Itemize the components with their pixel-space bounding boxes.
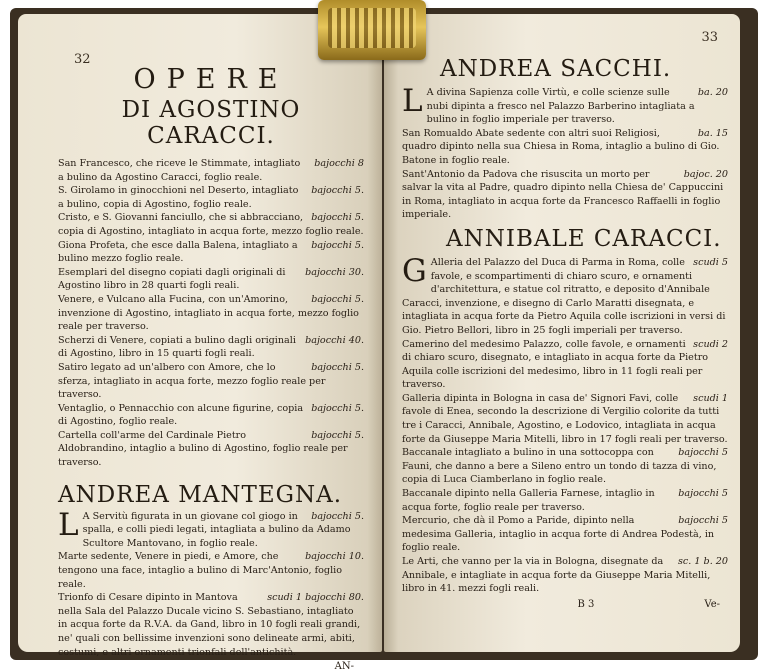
list-item: bajocchi 30. Esemplari del disegno copiati dagli originali di Agostino libro in 28 quarti fogli reali. <box>58 266 364 292</box>
list-item: bajocchi 40. Scherzi di Venere, copiati a bulino dagli originali di Agostino, libro in 15 quarti fogli reali. <box>58 334 364 360</box>
sacchi-entries <box>402 83 728 222</box>
list-item: scudi 2 Camerino del medesimo Palazzo, colle favole, e ornamenti di chiaro scuro, disegnato, e intagliato in acqua forte da Pietro Aquila colle iscrizioni del medesimo, libro in 11 fogli reali per traverso. <box>402 338 728 391</box>
list-item: bajocchi 5 Baccanale intagliato a bulino in una sottocoppa con Fauni, che danno a bere a Sileno entro un tondo di tazza di vino, copia di Luca Ciamberlano in foglio reale. <box>402 447 728 486</box>
title-agostino: DI AGOSTINO CARACCI. <box>121 97 301 149</box>
list-item: bajocchi 5. A Servitù figurata in un giovane col giogo in spalla, e colli piedi legati, intagliata a bulino da Adamo Scultore Mantovano, in foglio reale. <box>82 510 364 549</box>
annibale-entries <box>402 252 728 596</box>
book-clasp <box>318 0 426 60</box>
heading-sacchi: ANDREA SACCHI. <box>440 56 672 82</box>
page-footer <box>402 599 728 610</box>
page-number-right: 33 <box>701 30 718 45</box>
list-item: bajoc. 20 Sant'Antonio da Padova che risuscita un morto per salvar la vita al Padre, quadro dipinto nella Chiesa de' Cappuccini in Roma, intagliato in acqua forte da Francesco Raffaelli in foglio imperiale. <box>402 168 728 221</box>
list-item: bajocchi 5. Satiro legato ad un'albero con Amore, che lo sferza, intagliato in acqua forte, mezzo foglio reale per traverso. <box>58 361 364 401</box>
list-item: scudi 1 Galleria dipinta in Bologna in casa de' Signori Favi, colle favole di Enea, secondo la descrizione di Vergilio colorite da tutti tre i Caracci, Annibale, Agostino, e Lodovico, intagliata in acqua forte da Giuseppe Maria Mitelli, libro in 17 fogli reali per traverso. <box>402 392 728 445</box>
list-item: bajocchi 5. S. Girolamo in ginocchioni nel Deserto, intagliato a bulino, copia di Agostino, foglio reale. <box>58 185 364 210</box>
list-item: bajocchi 5. Venere, e Vulcano alla Fucina, con un'Amorino, invenzione di Agostino, intagliato in acqua forte, mezzo foglio reale per traverso. <box>58 293 364 333</box>
list-item: bajocchi 5. Giona Profeta, che esce dalla Balena, intagliato a bulino mezzo foglio reale. <box>58 239 364 265</box>
left-page <box>18 14 382 672</box>
list-item: bajocchi 5 Baccanale dipinto nella Galleria Farnese, intaglio in acqua forte, foglio reale per traverso. <box>402 488 728 513</box>
mantegna-entries <box>58 506 364 660</box>
heading-mantegna: ANDREA MANTEGNA. <box>58 481 343 508</box>
right-page <box>384 14 740 652</box>
drop-cap: L <box>402 83 423 119</box>
list-item: scudi 1 bajocchi 80. Trionfo di Cesare dipinto in Mantova nella Sala del Palazzo Ducale vicino S. Sebastiano, intagliato in acqua forte da R.V.A. da Gand, libro in 10 fogli reali grandi, ne' quali con bellissime invenzioni sono delineate armi, abiti, costumi, e altri ornamenti trionfali dell'antichità. <box>58 592 364 658</box>
list-item: sc. 1 b. 20 Le Arti, che vanno per la via in Bologna, disegnate da Annibale, e intagliate in acqua forte da Giuseppe Maria Mitelli, libro in 41. mezzi fogli reali. <box>402 556 728 595</box>
list-item: ba. 15 San Romualdo Abate sedente con altri suoi Religiosi, quadro dipinto nella sua Chiesa in Roma, intaglio a bulino di Gio. Batone in foglio reale. <box>402 127 728 166</box>
agostino-entries <box>58 157 364 470</box>
list-item: bajocchi 8 San Francesco, che riceve le Stimmate, intagliato a bulino da Agostino Caracci, foglio reale. <box>58 158 364 183</box>
page-number-left: 32 <box>74 52 91 67</box>
drop-cap: L <box>58 506 79 543</box>
list-item: scudi 5 Alleria del Palazzo del Duca di Parma in Roma, colle favole, e scompartimenti di chiaro scuro, e ornamenti d'architettura, e statue col ritratto, e deposito d'Annibale Caracci, invenzione, e disegno di Carlo Maratti disegnata, e intagliata in acqua forte da Pietro Aquila colle iscrizioni in versi di Gio. Pietro Bellori, libro in 25 fogli imperiali per traverso. <box>402 256 728 336</box>
list-item: bajocchi 10. Marte sedente, Venere in piedi, e Amore, che tengono una face, intaglio a bulino di Marc'Antonio, foglio reale. <box>58 551 364 590</box>
title-opere: OPERE <box>133 64 289 95</box>
heading-annibale: ANNIBALE CARACCI. <box>446 225 722 252</box>
signature-mark: B 3 <box>577 598 595 610</box>
list-item: bajocchi 5 Mercurio, che dà il Pomo a Paride, dipinto nella medesima Galleria, intaglio in acqua forte di Andrea Podestà, in foglio reale. <box>402 515 728 554</box>
drop-cap: G <box>402 252 427 289</box>
list-item: bajocchi 5. Ventaglio, o Pennacchio con alcune figurine, copia di Agostino, foglio reale. <box>58 402 364 428</box>
catchword-left: AN- <box>334 661 354 672</box>
list-item: bajocchi 5. Cartella coll'arme del Cardinale Pietro Aldobrandino, intaglio a bulino di Agostino, foglio reale per traverso. <box>58 429 364 469</box>
list-item: bajocchi 5. Cristo, e S. Giovanni fanciullo, che si abbracciano, copia di Agostino, intagliato in acqua forte, mezzo foglio reale. <box>58 212 364 237</box>
catchword-right: Ve- <box>704 598 720 610</box>
list-item: ba. 20 A divina Sapienza colle Virtù, e colle scienze sulle nubi dipinta a fresco nel Palazzo Barberino intagliata a bulino in foglio imperiale per traverso. <box>426 87 728 126</box>
